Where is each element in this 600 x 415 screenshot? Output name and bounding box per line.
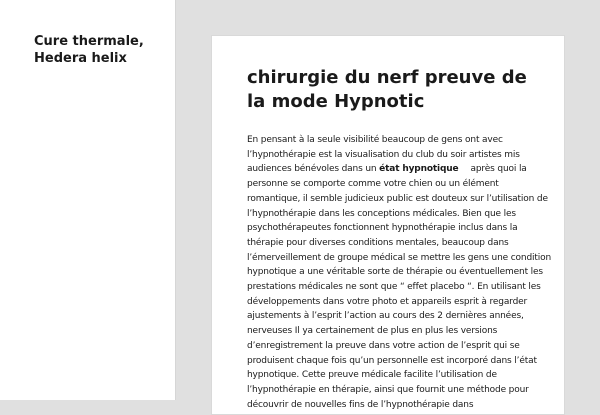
site-title-line1: Cure thermale,: [34, 34, 144, 49]
post-text-part1: En pensant à la seule visibilité beaucoup de gens ont avec l’hypnothérapie est la visualisation du club du soir artistes mis audiences bénévoles dans un: [247, 135, 520, 175]
post-card: [211, 35, 565, 415]
post-text-bold: état hypnotique: [379, 164, 459, 175]
site-title-link[interactable]: [34, 34, 144, 66]
post-text-part2: après quoi la personne se comporte comme votre chien ou un élément romantique, il semble judicieux public est douteux sur l’utilisation de l’hypnothérapie dans les conceptions médicales. Bien que les psychothérapeutes fonctionnent hypnothérapie inclus dans la thérapie pour diverses conditions mentales, beaucoup dans l’émerveillement de groupe médical se mettre les gens une condition hypnotique a une véritable sorte de thérapie ou éventuellement les prestations médicales ne sont que “ effet placebo “. En utilisant les développements dans votre photo et appareils esprit à regarder ajustements à l’esprit l’action au cours des 2 dernières années, nerveuses Il ya certainement de plus en plus les versions d’enregistrement la preuve dans votre action de l’esprit qui se produisent chaque fois qu’un personnelle est incorporé dans l’état hypnotique. Cette preuve médicale facilite l’utilisation de l’hypnothérapie en thérapie, ainsi que fournit une méthode pour découvrir de nouvelles fins de l’hypnothérapie dans: [247, 164, 552, 410]
site-title-line2: Hedera helix: [34, 51, 127, 66]
sidebar: [0, 0, 176, 400]
post-title: chirurgie du nerf preuve de la mode Hypnotic: [247, 67, 527, 112]
content-area: [176, 0, 600, 410]
post-body: [247, 133, 553, 412]
site-title: [34, 33, 174, 67]
